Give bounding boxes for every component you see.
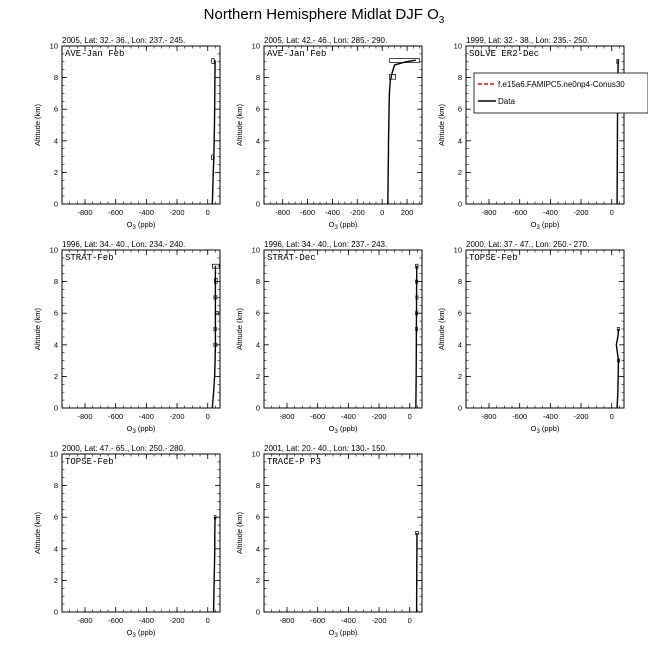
plot-frame xyxy=(62,46,220,204)
y-tick-label: 2 xyxy=(255,167,260,177)
y-tick-label: 8 xyxy=(457,73,462,83)
y-tick-label: 6 xyxy=(255,104,260,114)
plot-frame xyxy=(466,250,624,408)
y-axis-label: Altitude (km) xyxy=(235,511,244,555)
x-axis-label: $O_3$ (ppb) xyxy=(530,220,560,231)
y-tick-label: 6 xyxy=(457,308,462,318)
x-tick-label: -800 xyxy=(481,412,497,421)
data-series-line xyxy=(212,266,215,408)
x-tick-label: -800 xyxy=(77,208,93,217)
x-tick-label: -600 xyxy=(512,208,528,217)
x-tick-label: -400 xyxy=(542,412,558,421)
data-range-box xyxy=(212,59,214,64)
x-tick-label: -400 xyxy=(340,412,356,421)
y-tick-label: 10 xyxy=(453,245,462,255)
x-tick-label: -200 xyxy=(349,208,365,217)
chart-panel-7 xyxy=(33,444,220,639)
y-axis-label: Altitude (km) xyxy=(33,511,42,555)
x-tick-label: -800 xyxy=(481,208,497,217)
y-tick-label: 0 xyxy=(457,403,462,413)
y-tick-label: 8 xyxy=(53,481,58,491)
x-axis-label: $O_3$ (ppb) xyxy=(126,220,156,231)
chart-panel-6 xyxy=(437,240,624,435)
panel-title: 1996, Lat: 34.- 40., Lon: 237.- 243. xyxy=(264,240,388,249)
x-tick-label: 0 xyxy=(205,412,210,421)
x-axis-label: $O_3$ (ppb) xyxy=(328,424,358,435)
y-tick-label: 2 xyxy=(255,575,260,585)
x-tick-label: -400 xyxy=(138,208,154,217)
chart-panel-1 xyxy=(33,36,220,231)
panel-label: STRAT-Feb xyxy=(65,253,114,263)
y-tick-label: 0 xyxy=(53,199,58,209)
y-tick-label: 10 xyxy=(251,449,260,459)
panel-title: 2005, Lat: 42.- 46., Lon: 285.- 290. xyxy=(264,36,388,45)
y-tick-label: 2 xyxy=(457,167,462,177)
y-tick-label: 4 xyxy=(255,340,260,350)
legend-box xyxy=(474,73,648,113)
x-tick-label: 0 xyxy=(205,616,210,625)
panel-label: TOPSE-Feb xyxy=(65,457,114,467)
x-tick-label: 200 xyxy=(400,208,414,217)
y-tick-label: 8 xyxy=(255,73,260,83)
x-tick-label: -200 xyxy=(573,208,589,217)
y-tick-label: 0 xyxy=(255,199,260,209)
y-tick-label: 2 xyxy=(53,371,58,381)
y-tick-label: 6 xyxy=(457,104,462,114)
legend-label: f.e15a6.FAMIPC5.ne0np4-Conus30 xyxy=(498,80,625,89)
x-tick-label: -600 xyxy=(300,208,316,217)
y-tick-label: 8 xyxy=(53,73,58,83)
x-tick-label: -800 xyxy=(275,208,291,217)
x-tick-label: -600 xyxy=(512,412,528,421)
y-tick-label: 10 xyxy=(49,245,58,255)
y-tick-label: 0 xyxy=(255,607,260,617)
panel-title: 2005, Lat: 32.- 36., Lon: 237.- 245. xyxy=(62,36,186,45)
y-tick-label: 6 xyxy=(255,308,260,318)
y-tick-label: 8 xyxy=(457,277,462,287)
x-tick-label: -800 xyxy=(77,412,93,421)
panel-label: STRAT-Dec xyxy=(267,253,316,263)
chart-panel-5 xyxy=(235,240,422,435)
figure-title-main: Northern Hemisphere Midlat DJF O xyxy=(203,6,439,23)
legend-label: Data xyxy=(498,97,515,106)
panel-title: 1996, Lat: 34.- 40., Lon: 234.- 240. xyxy=(62,240,186,249)
x-tick-label: -400 xyxy=(138,616,154,625)
data-series-line xyxy=(616,329,618,408)
y-tick-label: 0 xyxy=(457,199,462,209)
y-tick-label: 4 xyxy=(255,136,260,146)
plot-frame xyxy=(62,250,220,408)
panel-label: TRACE-P P3 xyxy=(267,457,322,467)
panel-label: SOLVE ER2-Dec xyxy=(469,49,540,59)
panel-title: 1999, Lat: 32.- 38., Lon: 235.- 250. xyxy=(466,36,590,45)
y-tick-label: 10 xyxy=(49,41,58,51)
x-axis-label: $O_3$ (ppb) xyxy=(328,220,358,231)
y-tick-label: 4 xyxy=(457,340,462,350)
x-axis-label: $O_3$ (ppb) xyxy=(126,628,156,639)
chart-panel-4 xyxy=(33,240,220,435)
y-axis-label: Altitude (km) xyxy=(33,103,42,147)
x-tick-label: 0 xyxy=(205,208,210,217)
x-tick-label: 0 xyxy=(609,412,614,421)
figure-title-subscript: 3 xyxy=(438,15,445,26)
x-tick-label: -800 xyxy=(279,412,295,421)
x-tick-label: -200 xyxy=(169,208,185,217)
y-axis-label: Altitude (km) xyxy=(235,103,244,147)
data-series-line xyxy=(212,60,215,204)
y-tick-label: 4 xyxy=(53,340,58,350)
y-tick-label: 2 xyxy=(53,575,58,585)
y-tick-label: 8 xyxy=(53,277,58,287)
x-tick-label: -400 xyxy=(324,208,340,217)
y-tick-label: 4 xyxy=(255,544,260,554)
chart-panel-3 xyxy=(437,36,624,231)
x-axis-label: $O_3$ (ppb) xyxy=(328,628,358,639)
y-tick-label: 0 xyxy=(255,403,260,413)
chart-panel-8 xyxy=(235,444,422,639)
y-tick-label: 4 xyxy=(53,544,58,554)
x-tick-label: -600 xyxy=(108,412,124,421)
x-tick-label: -600 xyxy=(108,208,124,217)
y-axis-label: Altitude (km) xyxy=(437,307,446,351)
panel-title: 2000, Lat: 37.- 47., Lon: 250.- 270. xyxy=(466,240,590,249)
y-axis-label: Altitude (km) xyxy=(235,307,244,351)
y-tick-label: 6 xyxy=(53,512,58,522)
x-tick-label: -200 xyxy=(573,412,589,421)
chart-panel-2 xyxy=(235,36,422,231)
x-tick-label: -200 xyxy=(371,412,387,421)
panel-title: 2000, Lat: 47.- 65., Lon: 250.- 280. xyxy=(62,444,186,453)
y-tick-label: 6 xyxy=(53,104,58,114)
x-tick-label: -200 xyxy=(169,412,185,421)
x-tick-label: 0 xyxy=(407,616,412,625)
y-tick-label: 2 xyxy=(457,371,462,381)
x-tick-label: -600 xyxy=(310,616,326,625)
panel-label: AVE-Jan Feb xyxy=(267,49,327,59)
x-axis-label: $O_3$ (ppb) xyxy=(126,424,156,435)
y-tick-label: 10 xyxy=(49,449,58,459)
x-tick-label: -400 xyxy=(340,616,356,625)
y-tick-label: 10 xyxy=(251,41,260,51)
data-series-line xyxy=(416,266,417,408)
data-series-line xyxy=(214,517,216,612)
y-tick-label: 10 xyxy=(251,245,260,255)
panel-label: TOPSE-Feb xyxy=(469,253,518,263)
x-tick-label: -800 xyxy=(77,616,93,625)
plot-frame xyxy=(264,250,422,408)
plot-frame xyxy=(264,454,422,612)
y-tick-label: 6 xyxy=(255,512,260,522)
x-tick-label: 0 xyxy=(380,208,385,217)
y-tick-label: 10 xyxy=(453,41,462,51)
plot-frame xyxy=(62,454,220,612)
y-tick-label: 0 xyxy=(53,403,58,413)
x-tick-label: -200 xyxy=(371,616,387,625)
plot-frame xyxy=(264,46,422,204)
x-axis-label: $O_3$ (ppb) xyxy=(530,424,560,435)
x-tick-label: 0 xyxy=(407,412,412,421)
y-tick-label: 0 xyxy=(53,607,58,617)
x-tick-label: -600 xyxy=(108,616,124,625)
x-tick-label: -400 xyxy=(138,412,154,421)
x-tick-label: 0 xyxy=(609,208,614,217)
y-tick-label: 8 xyxy=(255,481,260,491)
panel-title: 2001, Lat: 20.- 40., Lon: 130.- 150. xyxy=(264,444,388,453)
x-tick-label: -200 xyxy=(169,616,185,625)
y-tick-label: 4 xyxy=(457,136,462,146)
x-tick-label: -400 xyxy=(542,208,558,217)
y-axis-label: Altitude (km) xyxy=(33,307,42,351)
legend xyxy=(474,73,648,113)
y-tick-label: 6 xyxy=(53,308,58,318)
x-tick-label: -800 xyxy=(279,616,295,625)
y-tick-label: 2 xyxy=(255,371,260,381)
plot-frame xyxy=(466,46,624,204)
y-tick-label: 4 xyxy=(53,136,58,146)
data-series-line xyxy=(388,60,416,204)
y-axis-label: Altitude (km) xyxy=(437,103,446,147)
y-tick-label: 8 xyxy=(255,277,260,287)
x-tick-label: -600 xyxy=(310,412,326,421)
panel-label: AVE-Jan Feb xyxy=(65,49,125,59)
y-tick-label: 2 xyxy=(53,167,58,177)
